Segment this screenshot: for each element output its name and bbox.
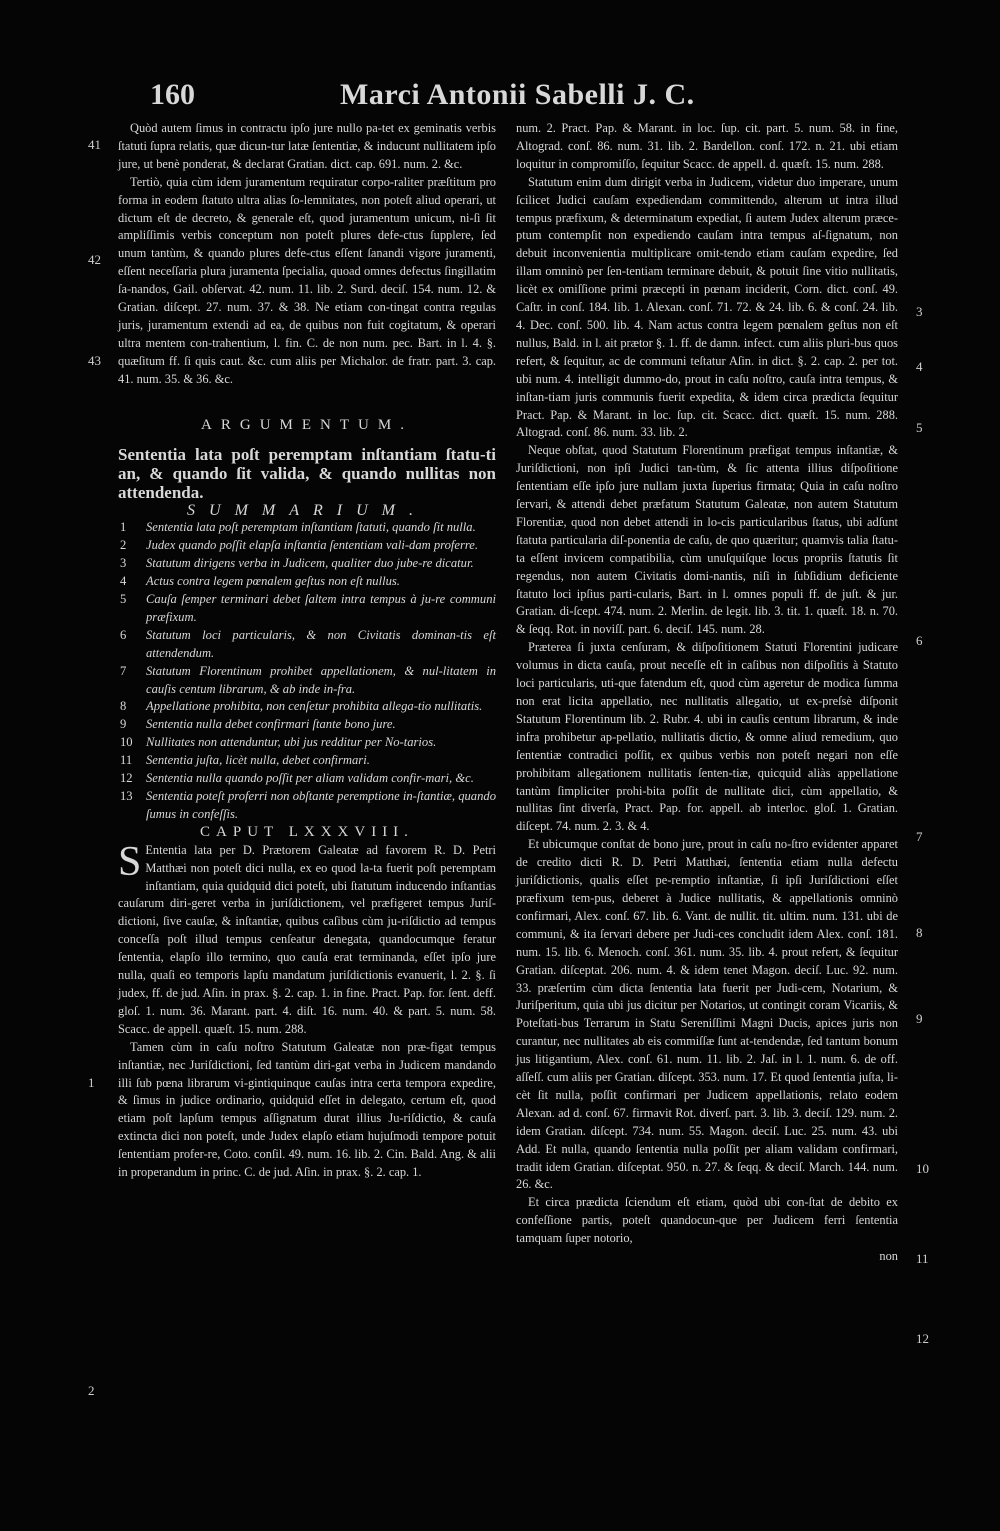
summary-item-text: Nullitates non attenduntur, ubi jus redditur per No-tarios.	[146, 735, 437, 750]
margin-number: 41	[88, 137, 101, 152]
paragraph: Et circa prædicta ſciendum eſt etiam, quòd ubi con-ſtat de debito ex confeſſione partis, poteſt quandocun-que per Judicem ferri ſententia tamquam ſuper notorio,	[516, 1195, 898, 1246]
summary-item-text: Sententia juſta, licèt nulla, debet confirmari.	[146, 753, 370, 768]
summary-item-text: Sententia nulla quando poſſit per aliam validam confir-mari, &c.	[146, 771, 474, 786]
paragraph: Et ubicumque conſtat de bono jure, prout in caſu no-ſtro evidenter apparet de credito dicti R. D. Petri Matthæi, ſententia etiam nulla defectu juriſdictionis, qualis eſſet pe-remptio inſtantiæ, ſi ipſi Juriſdictioni eſſet præfixum tem-pus, deberet à Judice nullitatis, & appellationis omninò confirmari, Alex. conſ. 67. lib. 6. Vant. de nullit. tit. ultim. num. 131. ubi de communi, & ita ſervari debere per Judi-ces concludit idem Alex. conſ. 181. num. 15. lib. 6. Menoch. conſ. 361. num. 35. lib. 4. prout refert, & ſequitur Gratian. diſceptat. 206. num. 4. & idem tenet Magon. deciſ. Luc. 92. num. 33. præſertim cùm dicta ſententia lata fuerit per Judi-cem, Notarium, & Juriſperitum, quia ubi jus dicitur per Notarios, ut contingit coram Vicariis, & Poteſtati-bus Terrarum in Statu Sereniſſimi Magni Ducis, apices juris non curantur, nec nullitates ab eis commiſſæ ſunt at-tendendæ, ſed tantum bonum jus litigantium, Alex. conſ. 61. num. 11. lib. 2. Jaſ. in l. 1. num. 6. de off. aſſeſſ. cum aliis per Gratian. diſcept. 353. num. 17. Et quod ſententia juſta, li-cèt ſit nulla, poſſit confirmari per Judicem appellationis, relato eodem Alexan. ad d. conſ. 67. firmavit Rot. diverſ. part. 3. lib. 3. deciſ. 129. num. 2. idem Gratian. diſcept. 734. num. 55. Magon. deciſ. Luc. 25. num. 43. ubi Add. Et nulla, quando ſententia nulla poſſit per aliam validam confirmari, tradit idem Gratian. diſceptat. 950. n. 27. & ſeqq. & deciſ. March. 144. num. 26. &c.	[516, 837, 898, 1192]
summary-heading: SUMMARIUM.	[187, 501, 427, 519]
argument-heading: ARGUMENTUM.	[201, 416, 413, 433]
chapter-paragraph	[118, 838, 496, 1039]
summary-item-text: Statutum dirigens verba in Judicem, qualiter duo jube-re dicatur.	[146, 556, 474, 571]
summary-item-text: Appellatione prohibita, non cenſetur prohibita allega-tio nullitatis.	[146, 699, 483, 714]
margin-number: 7	[916, 829, 923, 844]
margin-number: 5	[916, 420, 923, 435]
page-header	[150, 78, 930, 118]
summary-item-number: 13	[120, 789, 133, 803]
margin-number: 6	[916, 633, 923, 648]
summary-item	[118, 537, 496, 555]
summary-item	[118, 627, 496, 663]
summary-item-text: Statutum Florentinum prohibet appellationem, & nul-litatem in cauſis centum librarum, & ab inde in-fra.	[146, 663, 496, 696]
summary-item-number: 12	[120, 771, 133, 786]
summary-item-text: Judex quando poſſit elapſa inſtantia ſententiam vali-dam proferre.	[146, 538, 479, 553]
summary-item-text: Cauſa ſemper terminari debet ſaltem intra tempus à ju-re communi præfixum.	[146, 592, 496, 624]
page-number: 160	[150, 78, 195, 111]
summary-item	[118, 555, 496, 573]
paragraph: Quòd autem ſimus in contractu ipſo jure nullo pa-tet ex geminatis verbis ſtatuti ſupra relatis, quæ dicun-tur latæ ſententiæ, & inducunt nullitatem ipſo jure, ut benè ponderat, & declarat Gratian. dict. cap. 691. num. 2. &c.	[118, 121, 496, 171]
paragraph: Tertiò, quia cùm idem juramentum requiratur corpo-raliter præſtitum pro forma in eodem ſtatuto ultra alias ſo-lemnitates, non poteſt aliud operari, ut dictum eſt de decreto, & generale eſt, quod juramentum unicum, ni-ſi ſit ampliſſimis verbis conceptum non poteſt plures defe-ctus ſupplere, ſed unum tantùm, & quando plures defe-ctus eſſent ſanandi vigore juramenti, eſſent neceſſaria plura juramenta ſpecialia, quoad omnes defectus ſingillatim ſa-nandos, Gail. obſervat. 42. num. 11. lib. 2. Surd. deciſ. 154. num. 12. & Gratian. diſcept. 27. num. 37. & 38. Ne etiam con-tingat contra regulas juris, juramentum extendi ad ea, de quibus non fuit cogitatum, & operari ultra mentem con-trahentium, l. fin. C. de non num. pec. Bart. in l. 4. §. quæſitum ff. ſi quis caut. &c. cum aliis per Michalor. de fratr. part. 3. cap. 41. num. 35. & 36. &c.	[118, 174, 496, 386]
summary-item	[118, 788, 496, 824]
summary-item-number: 5	[120, 592, 127, 607]
paragraph: Neque obſtat, quod Statutum Florentinum præfigat tempus inſtantiæ, & Juriſdictioni, non ipſi Judici tan-tùm, & ſic attenta illius diſpoſitione ſententiam eſſe ipſo jure nullam juxta ſuperius firmata; Quia in caſu noſtro ſervari, & attendi debet præfatum Statutum Galeatæ, non autem Statutum Florentiæ, quod non debet attendi in lo-cis particularibus ſtatus, ubi adſunt ſtatuta particularia diſ-ponentia de caſu, de quo quæritur; quamvis talia ſtatu-ta eſſent invicem compatibilia, cùm unuſquiſque locus propriis ſtatutis ſit regendus, non autem Civitatis domi-nantis, niſi in ſubſidium deficiente ſtatuto loci ipſius parti-cularis, Bart. in l. omnes populi ff. de juſt. & jur. Gratian. di-ſcept. 474. num. 2. Merlin. de legit. lib. 3. tit. 1. quæſt. 18. n. 70. & ſeqq. Rot. in noviſſ. part. 6. deciſ. 145. num. 28.	[516, 443, 898, 637]
summary-item	[118, 770, 496, 788]
paragraph: Statutum enim dum dirigit verba in Judicem, videtur duo imperare, unum ſcilicet Judici cauſam expediendam committendo, alterum ut intra illud tempus præfixum, & determinatum expediat, ſi autem Judex alterum præce-ptum contempſit non expediendo cauſam intra tempus aſ-ſignatum, non debuit inconvenientia multiplicare omit-tendo etiam cauſam expedire, ſed illam omninò per ſen-tentiam terminare debuit, & potuit ſine vitio nullitatis, licèt ex omiſſione primi præcepti in pœnam inciderit, Corn. dict. conſ. 49. Caſtr. in conſ. 184. lib. 1. Alexan. conſ. 71. 72. & 24. lib. 6. & conſ. 24. lib. 4. Dec. conſ. 500. lib. 4. Nam actus contra legem pœnalem geſtus non eſt nullus, Bald. in l. ait prætor §. 1. ff. de damn. infect. cum aliis pluri-bus quos refert, & ſequitur, ac de communi teſtatur Aſin. in dict. §. 2. cap. 2. per tot. ubi num. 4. intelligit dummo-do, prout in caſu noſtro, cauſa intra tempus, & inſtan-tiam juris communis fuerit expedita, & idem circa prædicta ſequitur Pract. Pap. & Marant. in loc. ſup. cit. Scacc. dict. quæſt. 15. num. 288. Altograd. conſ. 86. num. 33. lib. 2.	[516, 174, 898, 440]
summary-item-text: Sententia nulla debet confirmari ſtante bono jure.	[146, 717, 396, 732]
margin-number: 11	[916, 1251, 929, 1266]
summary-item	[118, 698, 496, 716]
summary-item-number: 10	[120, 735, 133, 750]
summary-item-number: 7	[120, 663, 127, 678]
summary-item-number: 8	[120, 699, 127, 714]
margin-number: 1	[88, 1075, 95, 1090]
summary-item-text: Statutum loci particularis, & non Civitatis dominan-tis eſt attendendum.	[146, 627, 496, 660]
margin-number: 2	[88, 1383, 95, 1398]
summary-item-number: 9	[120, 717, 127, 732]
margin-number: 8	[916, 925, 923, 940]
summary-item	[118, 752, 496, 770]
catchword: non	[879, 1249, 898, 1264]
summary-list	[118, 519, 496, 823]
paragraph: Præterea ſi juxta cenſuram, & diſpoſitionem Statuti Florentini judicare volumus in dicta cauſa, prout neceſſe eſt in caſibus non diſpoſitis à Statuto loci particularis, uti-que fatendum eſt, quod cùm ageretur de modica ſumma non erat licita appellatio, nec nullitatis allegatio, ut ex-preſsè diſponit Statutum Florentinum lib. 2. Rubr. 4. ubi in cauſis centum librarum, & inde infra prohibetur ap-pellatio, nullitatis dictio, & omne aliud remedium, quo ſententiæ contradici poſſit, ex quibus verbis non poteſt negari non eſſe prohibitam allegationem nullitatis ſenten-tiæ, quicquid aliàs appellatione tantùm ſimpliciter prohi-bita poſſit de nullitate dici, cùm appellatio, & nullitas ſint diverſa, Pract. Pap. for. appell. ab interloc. gloſ. 1. Gratian. diſcept. 74. num. 2. 3. & 4.	[516, 640, 898, 834]
summary-item-text: Sententia poteſt proferri non obſtante peremptione in-ſtantiæ, quando ſumus in confeſſis.	[146, 789, 496, 821]
chapter-text: Ententia lata per D. Prætorem Galeatæ ad favorem R. D. Petri Matthæi non poteſt dici nulla, ex eo quod la-ta fuerit poſt peremptam inſtantiam, quia quidquid dici poteſt, ubi ſtatutum inducendo inſtantias cauſarum diri-geret verba in juriſdictionem, vel præfigeret tempus Juriſ-dictioni, ſive cauſæ, & inſtantiæ, quibus caſibus cùm ju-riſdictio ad tempus conceſſa poſt illud tempus cenſeatur denegata, quandocumque feratur ſententia, elapſo illo termino, quo cauſa erat terminanda, eſſet ipſo jure nulla, quaſi eo temporis lapſu mandatum juriſdictionis evanuerit, l. 2. §. ſi judex, ff. de jud. Aſin. in prax. §. 2. cap. 1. in fine. Pract. Pap. for. ſent. deff. gloſ. 1. num. 36. Marant. part. 4. diſt. 16. num. 40. & part. 5. num. 58. Scacc. de appell. quæſt. 15. num. 288.	[118, 842, 496, 1036]
margin-number: 9	[916, 1011, 923, 1026]
margin-number: 10	[916, 1161, 929, 1176]
summary-item-number: 2	[120, 538, 127, 553]
margin-number: 4	[916, 359, 923, 374]
summary-item-text: Actus contra legem pœnalem geſtus non eſt nullus.	[146, 574, 400, 589]
running-title: Marci Antonii Sabelli J. C.	[340, 78, 695, 111]
summary-item-text: Sententia lata poſt peremptam inſtantiam ſtatuti, quando ſit nulla.	[146, 520, 476, 535]
summary-item-number: 11	[120, 753, 133, 768]
summary-item-number: 4	[120, 574, 127, 589]
right-column	[516, 120, 898, 1266]
summary-item	[118, 716, 496, 734]
summary-item	[118, 663, 496, 699]
summary-item-number: 1	[120, 520, 127, 535]
argument-text: Sententia lata poſt peremptam inſtantiam ſtatu-ti an, & quando ſit valida, & quando nullitas non attendenda.	[118, 444, 496, 502]
summary-item	[118, 573, 496, 591]
summary-item	[118, 591, 496, 627]
summary-item	[118, 519, 496, 537]
margin-number: 12	[916, 1331, 929, 1346]
left-column	[118, 120, 496, 1182]
summary-item-number: 3	[120, 556, 127, 571]
paragraph: Tamen cùm in caſu noſtro Statutum Galeatæ non præ-figat tempus inſtantiæ, nec Juriſdictioni, ſed tantùm diri-gat verba in Judicem mandando illi ſub pœna librarum vi-gintiquinque cauſas intra certa tempora expedire, & ſimus in judice ordinario, quidquid eſſet in delegato, certum eſt, quod etiam poſt lapſum tempus aſſignatum durat illius Ju-riſdictio, & cauſa extincta dici non poteſt, unde Judex elapſo etiam hujuſmodi tempore potuit ſententiam profer-re, Coto. conſil. 49. num. 16. lib. 2. Cin. Bald. Ang. & alii in properandum in princ. C. de jud. Aſin. in prax. §. 2. cap. 1.	[118, 1039, 496, 1180]
summary-item	[118, 734, 496, 752]
margin-number: 42	[88, 252, 101, 267]
summary-item-number: 6	[120, 627, 127, 642]
paragraph: num. 2. Pract. Pap. & Marant. in loc. ſup. cit. part. 5. num. 58. in fine, Altograd. conſ. 86. num. 31. lib. 2. Bardellon. conſ. 172. n. 21. ubi etiam loquitur in compromiſſo, ſequitur Scacc. de appell. d. quæſt. 15. num. 288.	[516, 121, 898, 171]
margin-number: 3	[916, 304, 923, 319]
margin-number: 43	[88, 353, 101, 368]
chapter-heading: CAPUT LXXXVIII.	[200, 823, 414, 840]
drop-cap: S	[118, 838, 142, 885]
